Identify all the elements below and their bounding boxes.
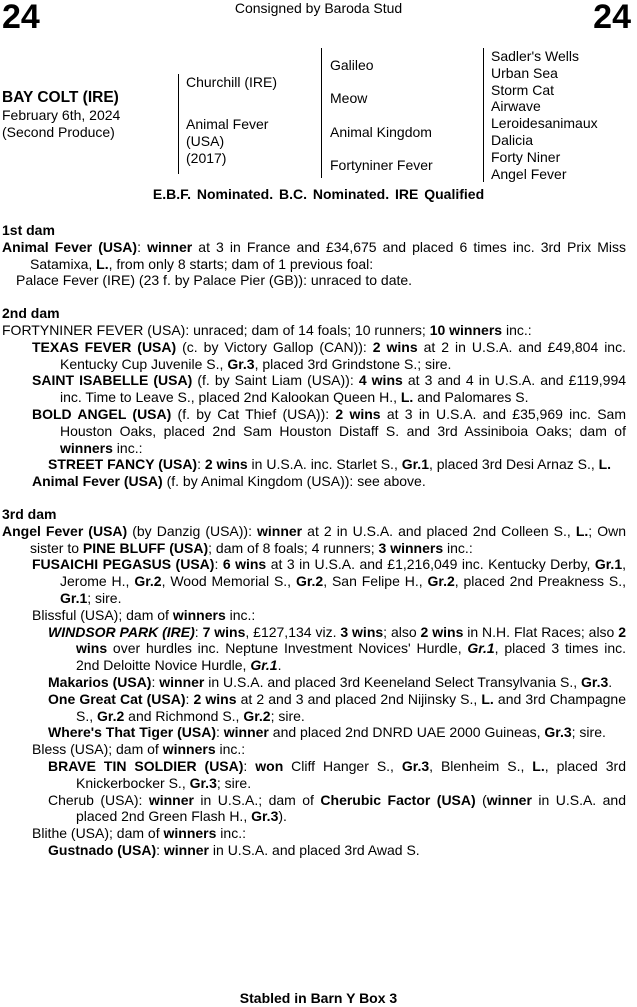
second-dam-progeny-entry: STREET FANCY (USA): 2 wins in U.S.A. inc. Starlet S., Gr.1, placed 3rd Desi Arnaz S., L. [48,456,612,473]
third-dam-progeny-entry: Bless (USA); dam of winners inc.: [32,741,246,758]
horse-name: BAY COLT (IRE) [2,89,119,106]
second-dam-progeny-list [2,339,626,490]
pedigree-sire: Churchill (IRE) [186,74,278,90]
third-dam-progeny-entry: Cherub (USA): winner in U.S.A.; dam of Cherubic Factor (USA) (winner in U.S.A. and placed 2nd Green Flash H., Gr.3). [48,791,626,825]
pedigree-dam-line: Animal Fever [186,116,269,132]
third-dam-progeny-entry: BRAVE TIN SOLDIER (USA): won Cliff Hanger S., Gr.3, Blenheim S., L., placed 3rd Knickerbocker S., Gr.3; sire. [48,757,626,791]
horse-identity [2,90,120,140]
produce-note: (Second Produce) [2,123,115,140]
lot-number-left: 24 [2,0,40,36]
foaling-date: February 6th, 2024 [2,106,121,123]
pedigree-bracket-1 [178,74,179,174]
catalogue-body [2,222,626,859]
pedigree-sire-dam: Meow [330,90,368,106]
third-dam-progeny-entry: Blissful (USA); dam of winners inc.: [32,606,256,623]
pedigree-bracket-3 [483,48,484,182]
pedigree-ancestor: Storm Cat [491,81,555,98]
third-dam-progeny-entry: Blithe (USA); dam of winners inc.: [32,825,246,842]
stabling-footer: Stabled in Barn Y Box 3 [239,990,398,1006]
section-title-1st-dam: 1st dam [2,222,55,238]
pedigree-ancestor: Sadler's Wells [491,48,579,64]
first-dam-entry: Animal Fever (USA): winner at 3 in France and £34,675 and placed 6 times inc. 3rd Prix Miss Satamixa, L., from only 8 starts; dam of 1 previous foal: [2,238,627,272]
pedigree-dam-line: (USA) [186,132,225,149]
pedigree-ancestor: Leroidesanimaux [491,115,598,132]
pedigree-dam-dam: Fortyniner Fever [330,157,433,173]
second-dam-progeny-entry: BOLD ANGEL (USA) (f. by Cat Thief (USA)): 2 wins at 3 in U.S.A. and £35,969 inc. Sam Houston Oaks, placed 2nd Sam Houston Distaff S. and 3rd Assiniboia Oaks; dam of winners inc.: [32,405,627,456]
first-dam-foal: Palace Fever (IRE) (23 f. by Palace Pier (GB)): unraced to date. [16,272,413,289]
pedigree-bracket-2 [321,48,322,178]
third-dam-progeny-entry: Makarios (USA): winner in U.S.A. and placed 3rd Keeneland Select Transylvania S., Gr.3. [48,673,613,690]
third-dam-progeny-entry: FUSAICHI PEGASUS (USA): 6 wins at 3 in U.S.A. and £1,216,049 inc. Kentucky Derby, Gr.1, Jerome H., Gr.2, Wood Memorial S., Gr.2, San Felipe H., Gr.2, placed 2nd Preakness S., Gr.1; sire. [32,556,626,606]
pedigree-sire-sire: Galileo [330,57,374,73]
consignor-line: Consigned by Baroda Stud [234,0,403,16]
third-dam-progeny-entry: One Great Cat (USA): 2 wins at 2 and 3 and placed 2nd Nijinsky S., L. and 3rd Champagne S., Gr.2 and Richmond S., Gr.2; sire. [48,690,626,724]
pedigree-ancestor: Dalicia [491,131,534,148]
second-dam-entry: FORTYNINER FEVER (USA): unraced; dam of 14 foals; 10 runners; 10 winners inc.: [2,321,532,338]
lot-number-right: 24 [593,0,631,36]
third-dam-entry: Angel Fever (USA) (by Danzig (USA)): winner at 2 in U.S.A. and placed 2nd Colleen S., L.; Own sister to PINE BLUFF (USA); dam of 8 foals; 4 runners; 3 winners inc.: [2,522,626,556]
pedigree-ancestor: Forty Niner [491,148,561,165]
third-dam-progeny-entry: Gustnado (USA): winner in U.S.A. and placed 3rd Awad S. [48,841,420,858]
third-dam-progeny-entry: Where's That Tiger (USA): winner and placed 2nd DNRD UAE 2000 Guineas, Gr.3; sire. [48,724,606,741]
second-dam-progeny-entry: Animal Fever (USA) (f. by Animal Kingdom (USA)): see above. [32,473,426,490]
nominations-line: E.B.F. Nominated. B.C. Nominated. IRE Qualified [152,186,485,202]
third-dam-progeny-entry: WINDSOR PARK (IRE): 7 wins, £127,134 viz. 3 wins; also 2 wins in N.H. Flat Races; also 2 wins over hurdles inc. Neptune Investment Novices' Hurdle, Gr.1, placed 3 times inc. 2nd Deloitte Novice Hurdle, Gr.1. [48,623,627,674]
pedigree-ancestor: Angel Fever [491,165,567,182]
pedigree-third-generation [491,48,598,182]
pedigree-dam-line: (2017) [186,149,227,166]
section-title-3rd-dam: 3rd dam [2,505,57,522]
pedigree-dam-sire: Animal Kingdom [330,124,432,140]
second-dam-progeny-entry: TEXAS FEVER (USA) (c. by Victory Gallop (CAN)): 2 wins at 2 in U.S.A. and £49,804 inc. Kentucky Cup Juvenile S., Gr.3, placed 3rd Grindstone S.; sire. [32,338,626,372]
second-dam-progeny-entry: SAINT ISABELLE (USA) (f. by Saint Liam (USA)): 4 wins at 3 and 4 in U.S.A. and £119,994 inc. Time to Leave S., placed 2nd Kalookan Queen H., L. and Palomares S. [32,372,627,406]
third-dam-progeny-list [2,556,626,858]
pedigree-ancestor: Urban Sea [491,64,558,81]
pedigree-dam [186,116,268,166]
section-title-2nd-dam: 2nd dam [2,305,60,322]
pedigree-ancestor: Airwave [491,98,541,115]
